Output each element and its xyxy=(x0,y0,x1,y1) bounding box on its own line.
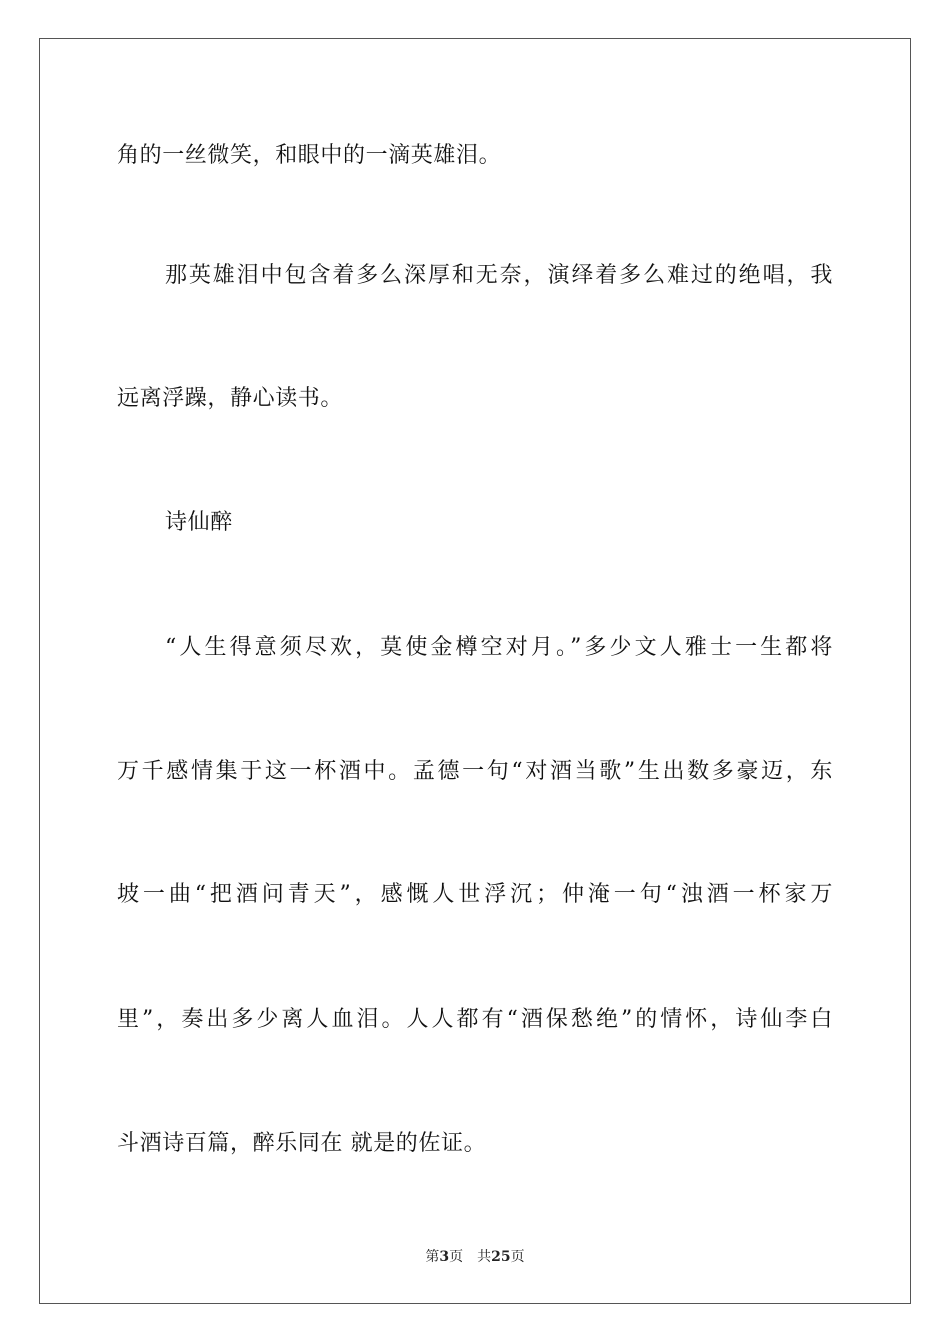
page-footer xyxy=(0,1248,950,1266)
footer-page-prefix: 第 xyxy=(425,1249,440,1265)
paragraph-line-2: 那英雄泪中包含着多么深厚和无奈，演绎着多么难过的绝唱，我 xyxy=(165,263,833,288)
footer-page-suffix: 页 xyxy=(449,1249,464,1265)
footer-page-number: 3 xyxy=(439,1249,450,1265)
paragraph-line-7: 坡一曲“把酒问青天”，感慨人世浮沉；仲淹一句“浊酒一杯家万 xyxy=(117,882,833,907)
paragraph-line-9: 斗酒诗百篇，醉乐同在 就是的佐证。 xyxy=(117,1131,487,1156)
footer-total-pages: 25 xyxy=(491,1249,511,1265)
paragraph-line-3: 远离浮躁，静心读书。 xyxy=(117,386,344,411)
footer-total-suffix: 页 xyxy=(510,1249,525,1265)
paragraph-line-5: “人生得意须尽欢，莫使金樽空对月。”多少文人雅士一生都将 xyxy=(165,635,833,660)
footer-total-prefix: 共 xyxy=(477,1249,492,1265)
paragraph-line-1: 角的一丝微笑，和眼中的一滴英雄泪。 xyxy=(117,143,502,168)
section-heading: 诗仙醉 xyxy=(165,510,233,535)
paragraph-line-6: 万千感情集于这一杯酒中。孟德一句“对酒当歌”生出数多豪迈，东 xyxy=(117,759,833,784)
page-border xyxy=(39,38,911,1304)
paragraph-line-8: 里”，奏出多少离人血泪。人人都有“酒保愁绝”的情怀，诗仙李白 xyxy=(117,1007,833,1032)
